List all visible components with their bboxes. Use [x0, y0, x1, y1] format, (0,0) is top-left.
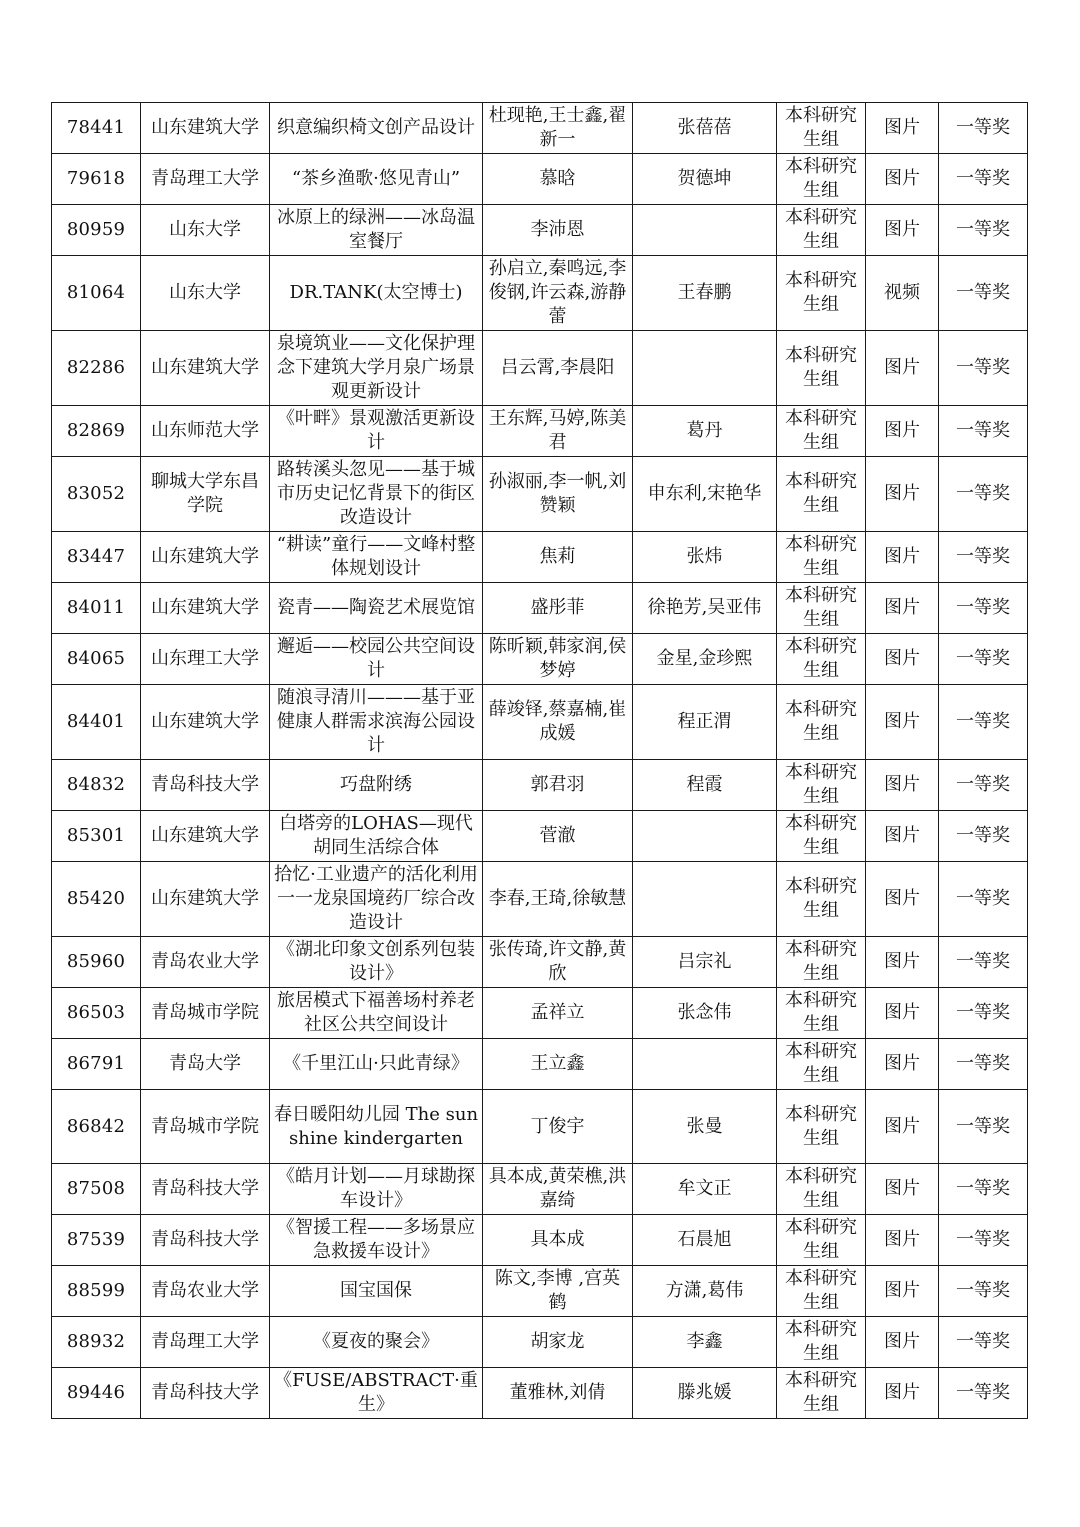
group-cell: 本科研究生组 [777, 1266, 866, 1317]
group-cell: 本科研究生组 [777, 457, 866, 532]
work-type-cell: 图片 [866, 1164, 939, 1215]
entry-id-cell: 88932 [52, 1317, 141, 1368]
work-title-cell: 《叶畔》景观激活更新设计 [270, 406, 483, 457]
work-title-cell: 瓷青——陶瓷艺术展览馆 [270, 583, 483, 634]
authors-cell: 丁俊宇 [483, 1090, 633, 1164]
school-cell: 青岛农业大学 [141, 937, 270, 988]
table-row [52, 1090, 1028, 1164]
table-row [52, 685, 1028, 760]
work-type-cell: 图片 [866, 634, 939, 685]
award-level-cell: 一等奖 [939, 1215, 1028, 1266]
work-title-cell: 冰原上的绿洲——冰岛温室餐厅 [270, 205, 483, 256]
group-cell: 本科研究生组 [777, 988, 866, 1039]
school-cell: 山东建筑大学 [141, 583, 270, 634]
authors-cell: 具本成 [483, 1215, 633, 1266]
award-level-cell: 一等奖 [939, 1039, 1028, 1090]
work-type-cell: 图片 [866, 1090, 939, 1164]
group-cell: 本科研究生组 [777, 1317, 866, 1368]
work-type-cell: 图片 [866, 937, 939, 988]
work-title-cell: DR.TANK(太空博士) [270, 256, 483, 331]
group-cell: 本科研究生组 [777, 862, 866, 937]
table-row [52, 457, 1028, 532]
advisor-cell [633, 862, 777, 937]
group-cell: 本科研究生组 [777, 583, 866, 634]
work-title-cell: 《智援工程——多场景应急救援车设计》 [270, 1215, 483, 1266]
work-title-cell: 邂逅——校园公共空间设计 [270, 634, 483, 685]
entry-id-cell: 87508 [52, 1164, 141, 1215]
group-cell: 本科研究生组 [777, 634, 866, 685]
work-type-cell: 图片 [866, 154, 939, 205]
table-row [52, 1317, 1028, 1368]
work-type-cell: 图片 [866, 862, 939, 937]
work-title-cell: 《FUSE/ABSTRACT·重生》 [270, 1368, 483, 1419]
authors-cell: 菅澈 [483, 811, 633, 862]
award-level-cell: 一等奖 [939, 760, 1028, 811]
award-table [51, 102, 1028, 1419]
award-level-cell: 一等奖 [939, 937, 1028, 988]
group-cell: 本科研究生组 [777, 331, 866, 406]
authors-cell: 慕晗 [483, 154, 633, 205]
advisor-cell [633, 205, 777, 256]
entry-id-cell: 85960 [52, 937, 141, 988]
award-table-body [52, 103, 1028, 1419]
work-title-cell: 织意编织椅文创产品设计 [270, 103, 483, 154]
document-page [51, 102, 1027, 1419]
award-level-cell: 一等奖 [939, 1164, 1028, 1215]
advisor-cell: 方潇,葛伟 [633, 1266, 777, 1317]
advisor-cell: 张蓓蓓 [633, 103, 777, 154]
work-type-cell: 图片 [866, 1368, 939, 1419]
work-type-cell: 图片 [866, 760, 939, 811]
entry-id-cell: 81064 [52, 256, 141, 331]
work-title-cell: 路转溪头忽见——基于城市历史记忆背景下的街区改造设计 [270, 457, 483, 532]
entry-id-cell: 88599 [52, 1266, 141, 1317]
school-cell: 青岛科技大学 [141, 1164, 270, 1215]
advisor-cell: 程霞 [633, 760, 777, 811]
work-type-cell: 图片 [866, 1215, 939, 1266]
advisor-cell: 葛丹 [633, 406, 777, 457]
school-cell: 青岛大学 [141, 1039, 270, 1090]
advisor-cell [633, 331, 777, 406]
school-cell: 青岛城市学院 [141, 988, 270, 1039]
authors-cell: 焦莉 [483, 532, 633, 583]
award-level-cell: 一等奖 [939, 532, 1028, 583]
award-level-cell: 一等奖 [939, 1368, 1028, 1419]
group-cell: 本科研究生组 [777, 760, 866, 811]
authors-cell: 李春,王琦,徐敏慧 [483, 862, 633, 937]
group-cell: 本科研究生组 [777, 256, 866, 331]
work-type-cell: 视频 [866, 256, 939, 331]
table-row [52, 760, 1028, 811]
work-title-cell: 拾忆·工业遗产的活化利用一一龙泉国境药厂综合改造设计 [270, 862, 483, 937]
award-level-cell: 一等奖 [939, 406, 1028, 457]
school-cell: 青岛科技大学 [141, 1215, 270, 1266]
school-cell: 山东建筑大学 [141, 103, 270, 154]
school-cell: 山东建筑大学 [141, 331, 270, 406]
advisor-cell: 滕兆媛 [633, 1368, 777, 1419]
entry-id-cell: 84065 [52, 634, 141, 685]
work-type-cell: 图片 [866, 103, 939, 154]
award-level-cell: 一等奖 [939, 154, 1028, 205]
school-cell: 青岛科技大学 [141, 760, 270, 811]
advisor-cell: 金星,金珍熙 [633, 634, 777, 685]
work-title-cell: 《夏夜的聚会》 [270, 1317, 483, 1368]
advisor-cell: 申东利,宋艳华 [633, 457, 777, 532]
table-row [52, 1039, 1028, 1090]
table-row [52, 862, 1028, 937]
authors-cell: 具本成,黄荣樵,洪嘉绮 [483, 1164, 633, 1215]
advisor-cell [633, 811, 777, 862]
work-type-cell: 图片 [866, 406, 939, 457]
advisor-cell: 贺德坤 [633, 154, 777, 205]
award-level-cell: 一等奖 [939, 634, 1028, 685]
work-title-cell: 《皓月计划——月球勘探车设计》 [270, 1164, 483, 1215]
work-title-cell: 随浪寻清川———基于亚健康人群需求滨海公园设计 [270, 685, 483, 760]
authors-cell: 杜现艳,王士鑫,翟新一 [483, 103, 633, 154]
group-cell: 本科研究生组 [777, 103, 866, 154]
advisor-cell: 王春鹏 [633, 256, 777, 331]
authors-cell: 王立鑫 [483, 1039, 633, 1090]
authors-cell: 王东辉,马婷,陈美君 [483, 406, 633, 457]
award-level-cell: 一等奖 [939, 1317, 1028, 1368]
work-title-cell: 泉境筑业——文化保护理念下建筑大学月泉广场景观更新设计 [270, 331, 483, 406]
school-cell: 山东建筑大学 [141, 811, 270, 862]
entry-id-cell: 83447 [52, 532, 141, 583]
authors-cell: 李沛恩 [483, 205, 633, 256]
entry-id-cell: 84011 [52, 583, 141, 634]
award-level-cell: 一等奖 [939, 685, 1028, 760]
entry-id-cell: 83052 [52, 457, 141, 532]
authors-cell: 孙启立,秦鸣远,李俊钢,许云森,游静蕾 [483, 256, 633, 331]
advisor-cell: 牟文正 [633, 1164, 777, 1215]
entry-id-cell: 85301 [52, 811, 141, 862]
work-title-cell: 《千里江山·只此青绿》 [270, 1039, 483, 1090]
table-row [52, 331, 1028, 406]
group-cell: 本科研究生组 [777, 1090, 866, 1164]
table-row [52, 103, 1028, 154]
work-type-cell: 图片 [866, 331, 939, 406]
work-title-cell: 白塔旁的LOHAS—现代胡同生活综合体 [270, 811, 483, 862]
school-cell: 青岛理工大学 [141, 1317, 270, 1368]
work-type-cell: 图片 [866, 583, 939, 634]
work-type-cell: 图片 [866, 811, 939, 862]
award-level-cell: 一等奖 [939, 457, 1028, 532]
authors-cell: 盛彤菲 [483, 583, 633, 634]
entry-id-cell: 86791 [52, 1039, 141, 1090]
group-cell: 本科研究生组 [777, 205, 866, 256]
table-row [52, 1164, 1028, 1215]
advisor-cell: 徐艳芳,吴亚伟 [633, 583, 777, 634]
work-title-cell: 《湖北印象文创系列包装设计》 [270, 937, 483, 988]
school-cell: 山东建筑大学 [141, 685, 270, 760]
authors-cell: 胡家龙 [483, 1317, 633, 1368]
authors-cell: 董雅林,刘倩 [483, 1368, 633, 1419]
group-cell: 本科研究生组 [777, 406, 866, 457]
school-cell: 青岛科技大学 [141, 1368, 270, 1419]
advisor-cell [633, 1039, 777, 1090]
table-row [52, 937, 1028, 988]
table-row [52, 406, 1028, 457]
authors-cell: 陈昕颖,韩家润,侯梦婷 [483, 634, 633, 685]
table-row [52, 1215, 1028, 1266]
award-level-cell: 一等奖 [939, 103, 1028, 154]
entry-id-cell: 86842 [52, 1090, 141, 1164]
authors-cell: 孙淑丽,李一帆,刘赞颖 [483, 457, 633, 532]
group-cell: 本科研究生组 [777, 1215, 866, 1266]
work-type-cell: 图片 [866, 1039, 939, 1090]
authors-cell: 吕云霄,李晨阳 [483, 331, 633, 406]
group-cell: 本科研究生组 [777, 1368, 866, 1419]
entry-id-cell: 78441 [52, 103, 141, 154]
award-level-cell: 一等奖 [939, 988, 1028, 1039]
advisor-cell: 吕宗礼 [633, 937, 777, 988]
work-type-cell: 图片 [866, 988, 939, 1039]
entry-id-cell: 79618 [52, 154, 141, 205]
work-type-cell: 图片 [866, 457, 939, 532]
table-row [52, 634, 1028, 685]
table-row [52, 811, 1028, 862]
school-cell: 聊城大学东昌学院 [141, 457, 270, 532]
award-level-cell: 一等奖 [939, 1266, 1028, 1317]
award-level-cell: 一等奖 [939, 862, 1028, 937]
work-type-cell: 图片 [866, 1317, 939, 1368]
entry-id-cell: 80959 [52, 205, 141, 256]
advisor-cell: 程正渭 [633, 685, 777, 760]
award-level-cell: 一等奖 [939, 205, 1028, 256]
entry-id-cell: 84401 [52, 685, 141, 760]
authors-cell: 张传琦,许文静,黄欣 [483, 937, 633, 988]
group-cell: 本科研究生组 [777, 1164, 866, 1215]
entry-id-cell: 89446 [52, 1368, 141, 1419]
entry-id-cell: 82869 [52, 406, 141, 457]
school-cell: 山东大学 [141, 256, 270, 331]
table-row [52, 583, 1028, 634]
work-type-cell: 图片 [866, 1266, 939, 1317]
work-title-cell: “耕读”童行——文峰村整体规划设计 [270, 532, 483, 583]
table-row [52, 532, 1028, 583]
table-row [52, 154, 1028, 205]
table-row [52, 1266, 1028, 1317]
entry-id-cell: 85420 [52, 862, 141, 937]
school-cell: 青岛城市学院 [141, 1090, 270, 1164]
advisor-cell: 李鑫 [633, 1317, 777, 1368]
work-type-cell: 图片 [866, 685, 939, 760]
school-cell: 山东建筑大学 [141, 532, 270, 583]
work-title-cell: 旅居模式下福善场村养老社区公共空间设计 [270, 988, 483, 1039]
entry-id-cell: 87539 [52, 1215, 141, 1266]
advisor-cell: 张念伟 [633, 988, 777, 1039]
table-row [52, 256, 1028, 331]
work-type-cell: 图片 [866, 205, 939, 256]
authors-cell: 陈文,李博 ,宫英鹤 [483, 1266, 633, 1317]
authors-cell: 郭君羽 [483, 760, 633, 811]
work-title-cell: 巧盘附绣 [270, 760, 483, 811]
school-cell: 山东理工大学 [141, 634, 270, 685]
entry-id-cell: 84832 [52, 760, 141, 811]
work-type-cell: 图片 [866, 532, 939, 583]
award-level-cell: 一等奖 [939, 583, 1028, 634]
school-cell: 山东建筑大学 [141, 862, 270, 937]
advisor-cell: 石晨旭 [633, 1215, 777, 1266]
entry-id-cell: 82286 [52, 331, 141, 406]
award-level-cell: 一等奖 [939, 811, 1028, 862]
group-cell: 本科研究生组 [777, 1039, 866, 1090]
award-level-cell: 一等奖 [939, 331, 1028, 406]
advisor-cell: 张炜 [633, 532, 777, 583]
award-level-cell: 一等奖 [939, 1090, 1028, 1164]
group-cell: 本科研究生组 [777, 811, 866, 862]
work-title-cell: “茶乡渔歌·悠见青山” [270, 154, 483, 205]
group-cell: 本科研究生组 [777, 937, 866, 988]
authors-cell: 孟祥立 [483, 988, 633, 1039]
group-cell: 本科研究生组 [777, 532, 866, 583]
advisor-cell: 张曼 [633, 1090, 777, 1164]
group-cell: 本科研究生组 [777, 154, 866, 205]
entry-id-cell: 86503 [52, 988, 141, 1039]
work-title-cell: 国宝国保 [270, 1266, 483, 1317]
table-row [52, 1368, 1028, 1419]
school-cell: 青岛理工大学 [141, 154, 270, 205]
school-cell: 山东大学 [141, 205, 270, 256]
authors-cell: 薛竣铎,蔡嘉楠,崔成媛 [483, 685, 633, 760]
table-row [52, 988, 1028, 1039]
award-level-cell: 一等奖 [939, 256, 1028, 331]
school-cell: 青岛农业大学 [141, 1266, 270, 1317]
school-cell: 山东师范大学 [141, 406, 270, 457]
table-row [52, 205, 1028, 256]
work-title-cell: 春日暖阳幼儿园 The sunshine kindergarten [270, 1090, 483, 1164]
group-cell: 本科研究生组 [777, 685, 866, 760]
